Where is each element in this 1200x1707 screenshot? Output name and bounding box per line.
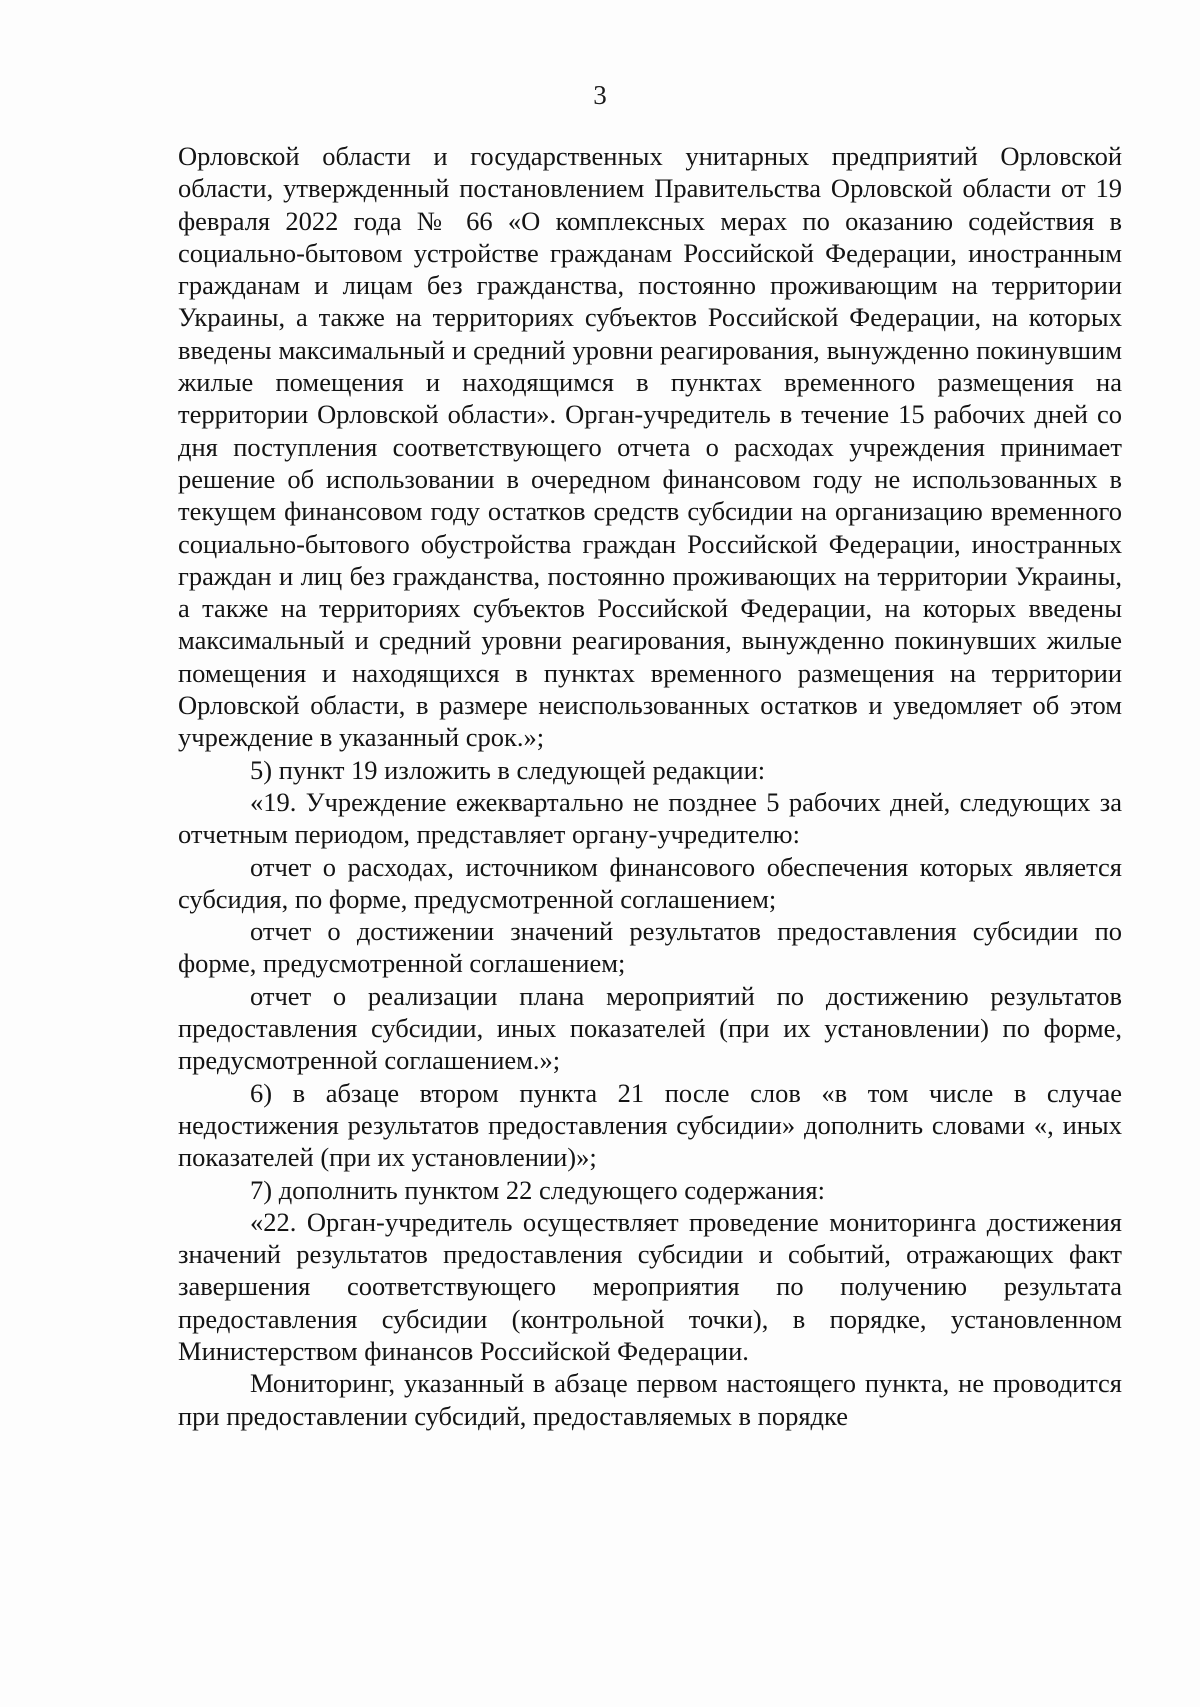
paragraph-6: отчет о реализации плана мероприятий по достижению результатов предоставления субсидии, иных показателей (при их установлении) по форме, предусмотренной соглашением.»; bbox=[178, 980, 1122, 1076]
paragraph-9: «22. Орган-учредитель осуществляет проведение мониторинга достижения значений результатов предоставления субсидии и событий, отражающих факт завершения соответствующего мероприятия по получению результата предоставления субсидии (контрольной точки), в порядке, установленном Министерством финансов Российской Федерации. bbox=[178, 1206, 1122, 1366]
paragraph-1: Орловской области и государственных унитарных предприятий Орловской области, утвержденный постановлением Правительства Орловской области от 19 февраля 2022 года № 66 «О комплексных мерах по оказанию содействия в социально-бытовом устройстве гражданам Российской Федерации, иностранным гражданам и лицам без гражданства, постоянно проживающим на территории Украины, а также на территориях субъектов Российской Федерации, на которых введены максимальный и средний уровни реагирования, вынужденно покинувшим жилые помещения и находящимся в пунктах временного размещения на территории Орловской области». Орган-учредитель в течение 15 рабочих дней со дня поступления соответствующего отчета о расходах учреждения принимает решение об использовании в очередном финансовом году не использованных в текущем финансовом году остатков средств субсидии на организацию временного социально-бытового обустройства граждан Российской Федерации, иностранных граждан и лиц без гражданства, постоянно проживающих на территории Украины, а также на территориях субъектов Российской Федерации, на которых введены максимальный и средний уровни реагирования, вынужденно покинувших жилые помещения и находящихся в пунктах временного размещения на территории Орловской области, в размере неиспользованных остатков и уведомляет об этом учреждение в указанный срок.»; bbox=[178, 141, 1122, 753]
paragraph-2: 5) пункт 19 изложить в следующей редакции: bbox=[250, 754, 766, 785]
paragraph-10: Мониторинг, указанный в абзаце первом настоящего пункта, не проводится при предоставлении субсидий, предоставляемых в порядке bbox=[178, 1368, 1122, 1431]
document-body bbox=[178, 140, 1122, 1432]
paragraph-7: 6) в абзаце втором пункта 21 после слов «в том числе в случае недостижения результатов предоставления субсидии» дополнить словами «, иных показателей (при их установлении)»; bbox=[178, 1077, 1122, 1173]
paragraph-3: «19. Учреждение ежеквартально не позднее 5 рабочих дней, следующих за отчетным периодом, представляет органу-учредителю: bbox=[178, 786, 1122, 850]
paragraph-4: отчет о расходах, источником финансового обеспечения которых является субсидия, по форме, предусмотренной соглашением; bbox=[178, 851, 1122, 914]
paragraph-5: отчет о достижении значений результатов предоставления субсидии по форме, предусмотренной соглашением; bbox=[178, 916, 1122, 979]
page-number: 3 bbox=[593, 80, 607, 110]
paragraph-8: 7) дополнить пунктом 22 следующего содержания: bbox=[250, 1174, 825, 1205]
